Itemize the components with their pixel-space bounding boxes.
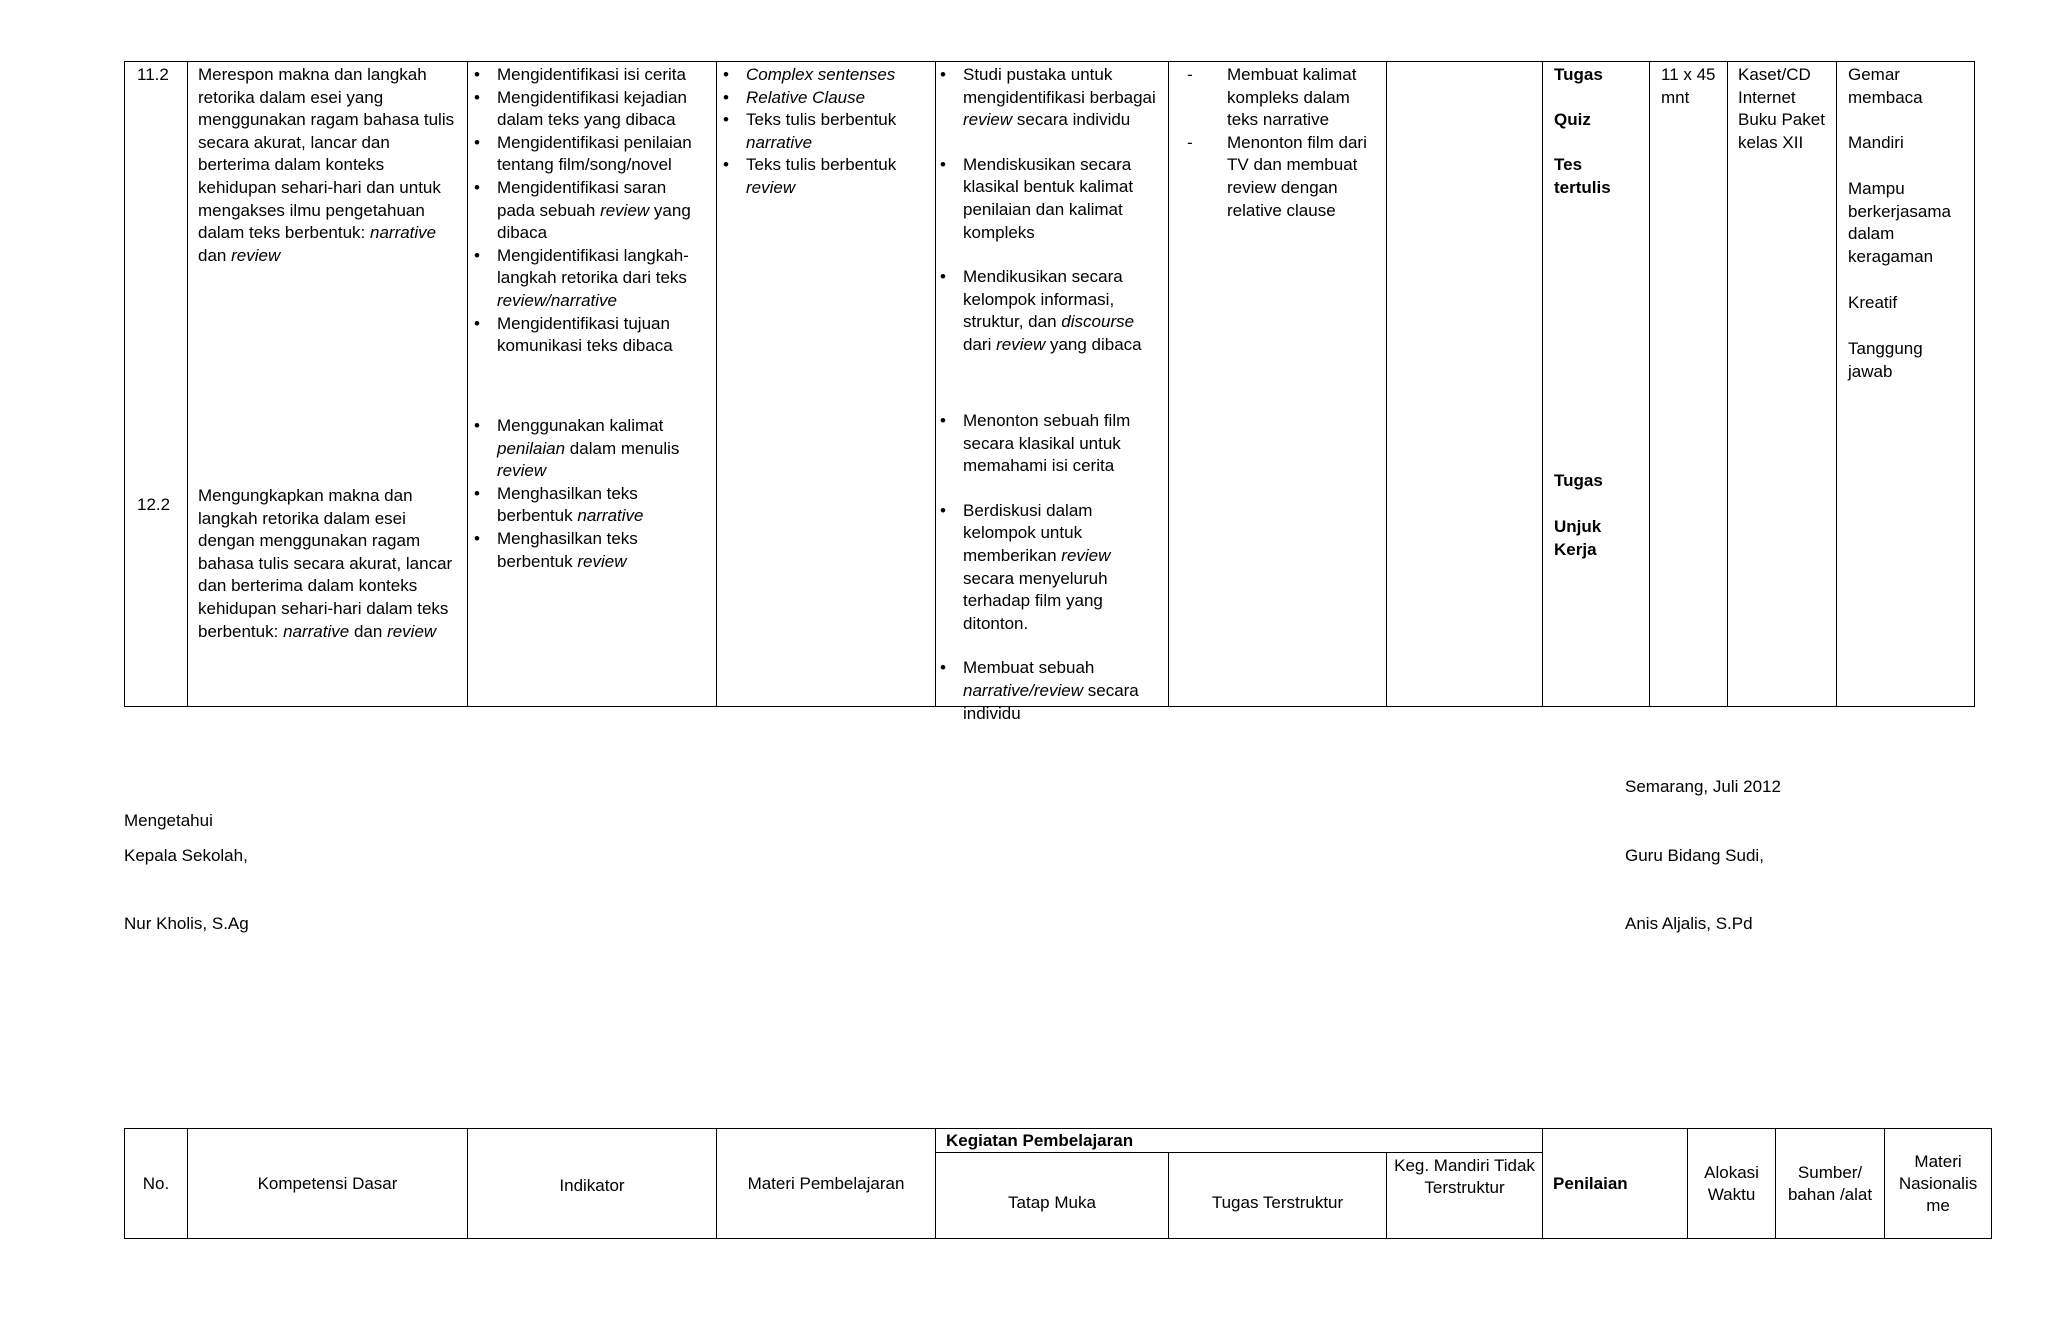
syllabus-table (124, 61, 1975, 723)
kompetensi-text: Mengungkapkan makna dan langkah retorika dalam esei dengan menggunakan ragam bahasa tulis secara akurat, lancar dan berterima dalam konteks kehidupan sehari-hari dalam teks berbentuk: narrative dan review (198, 486, 453, 641)
list-item: • Berdiskusi dalam kelompok untuk memberikan review secara menyeluruh terhadap film yang ditonton. (936, 500, 1156, 636)
kompetensi-text: Merespon makna dan langkah retorika dalam esei yang menggunakan ragam bahasa tulis secara akurat, lancar dan berterima dalam konteks kehidupan sehari-hari dan untuk mengakses ilmu pengetahuan dalam teks berbentuk: narrative dan review (198, 65, 455, 265)
guru-name: Anis Aljalis, S.Pd (1625, 914, 1753, 933)
header-indikator: Indikator (468, 1129, 717, 1239)
header-kompetensi: Kompetensi Dasar (188, 1129, 468, 1239)
list-item: • Mendikusikan secara kelompok informasi, struktur, dan discourse dari review yang dibaca (936, 266, 1156, 356)
cell-sumber (1728, 62, 1837, 707)
indikator-list (470, 64, 698, 358)
cell-tatap-muka (936, 62, 1169, 723)
header-no: No. (125, 1129, 188, 1239)
header-kegiatan: Kegiatan Pembelajaran (936, 1129, 1543, 1153)
list-item: • Menonton sebuah film secara klasikal untuk memahami isi cerita (936, 410, 1156, 478)
list-item: • Mengidentifikasi isi cerita (470, 64, 698, 87)
cell-indikator (468, 62, 717, 707)
list-item: • Teks tulis berbentuk narrative (719, 109, 919, 154)
header-nasionalisme: Materi Nasionalis me (1885, 1129, 1992, 1239)
list-item: • Mengidentifikasi langkah-langkah retorika dari teks review/narrative (470, 245, 698, 313)
penilaian-item: Tes tertulis (1554, 155, 1611, 197)
guru-label: Guru Bidang Sudi, (1625, 846, 1764, 865)
cell-alokasi (1650, 62, 1728, 707)
header-penilaian: Penilaian (1543, 1129, 1688, 1239)
cell-tugas-terstruktur (1169, 62, 1387, 707)
header-table (124, 1128, 1992, 1239)
list-item: - Membuat kalimat kompleks dalam teks narrative (1187, 64, 1367, 132)
sumber-text: Kaset/CD Internet Buku Paket kelas XII (1738, 65, 1825, 152)
nasionalisme-item: Mampu berkerjasama dalam keragaman (1848, 179, 1951, 266)
penilaian-item: Quiz (1554, 110, 1591, 129)
cell-no (125, 62, 188, 707)
header-tatap-muka: Tatap Muka (936, 1153, 1169, 1239)
mengetahui-label: Mengetahui (124, 811, 213, 830)
list-item: - Menonton film dari TV dan membuat review dengan relative clause (1187, 132, 1367, 222)
cell-kompetensi (188, 62, 468, 707)
row-number: 11.2 (137, 65, 169, 84)
materi-list (719, 64, 919, 200)
alokasi-text: 11 x 45 mnt (1661, 65, 1716, 107)
cell-keg-mandiri (1387, 62, 1543, 707)
nasionalisme-item: Tanggung jawab (1848, 339, 1923, 381)
header-materi: Materi Pembelajaran (717, 1129, 936, 1239)
nasionalisme-item: Mandiri (1848, 133, 1904, 152)
penilaian-item: Tugas (1554, 65, 1603, 84)
cell-materi (717, 62, 936, 707)
header-keg-mandiri: Keg. Mandiri Tidak Terstruktur (1387, 1153, 1543, 1239)
list-item: • Menghasilkan teks berbentuk narrative (470, 483, 698, 528)
nasionalisme-item: Gemar membaca (1848, 65, 1923, 107)
tatap-muka-list (936, 64, 1156, 357)
nasionalisme-item: Kreatif (1848, 293, 1898, 312)
list-item: • Membuat sebuah narrative/review secara individu (936, 657, 1156, 725)
place-date: Semarang, Juli 2012 (1625, 777, 1781, 796)
list-item: • Menggunakan kalimat penilaian dalam menulis review (470, 415, 698, 483)
list-item: • Mendiskusikan secara klasikal bentuk kalimat penilaian dan kalimat kompleks (936, 154, 1156, 244)
list-item: • Menghasilkan teks berbentuk review (470, 528, 698, 573)
cell-nasionalisme (1837, 62, 1975, 707)
list-item: • Mengidentifikasi tujuan komunikasi teks dibaca (470, 313, 698, 358)
cell-penilaian (1543, 62, 1650, 707)
list-item: • Mengidentifikasi penilaian tentang film/song/novel (470, 132, 698, 177)
list-item: • Teks tulis berbentuk review (719, 154, 919, 199)
indikator-list (470, 415, 698, 573)
header-sumber: Sumber/ bahan /alat (1776, 1129, 1885, 1239)
list-item: • Relative Clause (719, 87, 919, 110)
list-item: • Mengidentifikasi saran pada sebuah review yang dibaca (470, 177, 698, 245)
list-item: • Mengidentifikasi kejadian dalam teks yang dibaca (470, 87, 698, 132)
list-item: • Complex sentenses (719, 64, 919, 87)
penilaian-item: Unjuk Kerja (1554, 517, 1602, 559)
tugas-list (1187, 64, 1367, 222)
row-number: 12.2 (137, 495, 171, 514)
tatap-muka-list (936, 410, 1156, 725)
header-alokasi: Alokasi Waktu (1688, 1129, 1776, 1239)
kepala-sekolah-name: Nur Kholis, S.Ag (124, 914, 249, 933)
header-tugas-terstruktur: Tugas Terstruktur (1169, 1153, 1387, 1239)
penilaian-item: Tugas (1554, 471, 1603, 490)
list-item: • Studi pustaka untuk mengidentifikasi berbagai review secara individu (936, 64, 1156, 132)
kepala-sekolah-label: Kepala Sekolah, (124, 846, 248, 865)
